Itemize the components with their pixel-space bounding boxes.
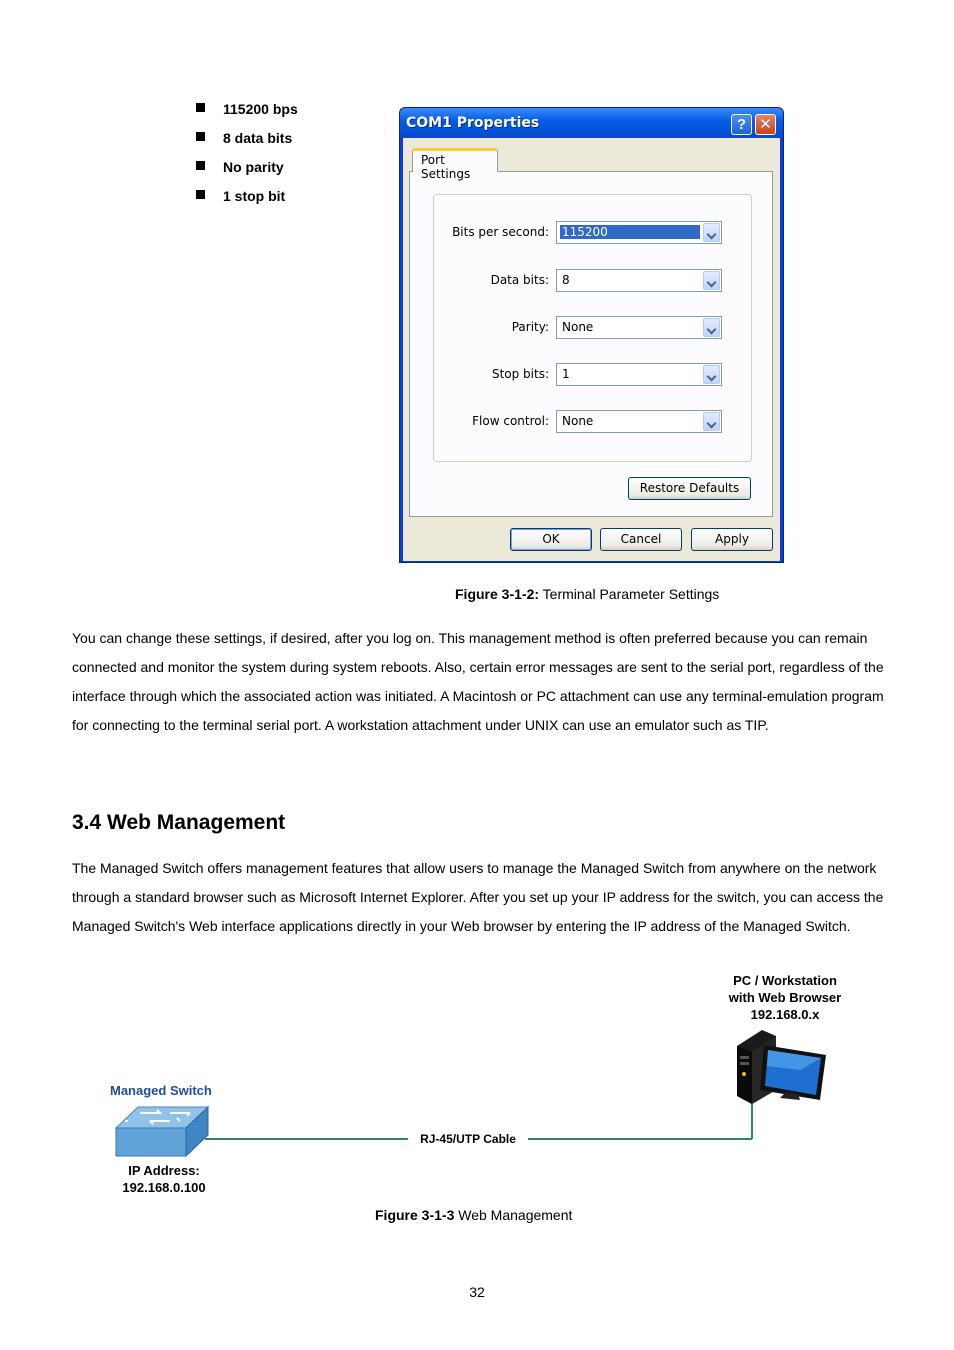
switch-ip-label bbox=[94, 1162, 234, 1196]
figure-caption bbox=[375, 1207, 572, 1223]
cable-label: RJ-45/UTP Cable bbox=[420, 1132, 516, 1146]
body-paragraph: You can change these settings, if desired, after you log on. This management method is often preferred because you can remain connected and monitor the system during system reboots. Also, certain error messages are sent to the serial port, regardless of the interface through which the associated action was initiated. A Macintosh or PC attachment can use any terminal-emulation program for connecting to the terminal serial port. A workstation attachment under UNIX can use an emulator such as TIP. bbox=[72, 630, 884, 733]
cancel-button[interactable]: Cancel bbox=[600, 528, 682, 551]
section-heading: 3.4 Web Management bbox=[72, 811, 286, 834]
page-number: 32 bbox=[469, 1284, 485, 1300]
list-item: No parity bbox=[196, 152, 298, 181]
flow-control-label: Flow control: bbox=[472, 414, 549, 428]
ip-label-line: IP Address: bbox=[128, 1163, 200, 1178]
bits-per-second-value: 115200 bbox=[560, 225, 700, 239]
stop-bits-value: 1 bbox=[562, 367, 570, 381]
figure-title: Web Management bbox=[454, 1207, 573, 1223]
list-item: 1 stop bit bbox=[196, 181, 298, 210]
parity-label: Parity: bbox=[511, 320, 549, 334]
figure-number: Figure 3-1-2: bbox=[455, 586, 540, 602]
pc-label-line: with Web Browser bbox=[728, 990, 842, 1005]
stop-bits-label: Stop bits: bbox=[491, 367, 549, 381]
tab-port-settings[interactable]: Port Settings bbox=[412, 148, 498, 172]
body-paragraph: The Managed Switch offers management features that allow users to manage the Managed Switch from anywhere on the network through a standard browser such as Microsoft Internet Explorer. After you set up your IP address for the switch, you can access the Managed Switch's Web interface applications directly in your Web browser by entering the IP address of the Managed Switch. bbox=[72, 860, 884, 934]
list-item: 115200 bps bbox=[196, 94, 298, 123]
question-icon: ? bbox=[736, 116, 747, 133]
data-bits-label: Data bits: bbox=[490, 273, 549, 287]
switch-icon bbox=[116, 1107, 208, 1156]
data-bits-value: 8 bbox=[562, 273, 570, 287]
figure-number: Figure 3-1-3 bbox=[375, 1207, 455, 1223]
ok-button[interactable]: OK bbox=[510, 528, 592, 551]
bits-per-second-label: Bits per second: bbox=[452, 225, 549, 239]
restore-defaults-button[interactable]: Restore Defaults bbox=[628, 477, 751, 500]
list-item: 8 data bits bbox=[196, 123, 298, 152]
pc-ip-label: 192.168.0.x bbox=[750, 1007, 820, 1022]
pc-label-line: PC / Workstation bbox=[733, 973, 837, 988]
close-icon: ✕ bbox=[759, 116, 772, 133]
switch-label: Managed Switch bbox=[110, 1083, 212, 1098]
parity-value: None bbox=[562, 320, 594, 334]
figure-title: Terminal Parameter Settings bbox=[539, 586, 720, 602]
ip-address-value: 192.168.0.100 bbox=[122, 1180, 206, 1195]
flow-control-value: None bbox=[562, 414, 594, 428]
pc-workstation-icon bbox=[737, 1030, 826, 1104]
dialog-title: COM1 Properties bbox=[406, 115, 540, 131]
apply-button[interactable]: Apply bbox=[691, 528, 773, 551]
